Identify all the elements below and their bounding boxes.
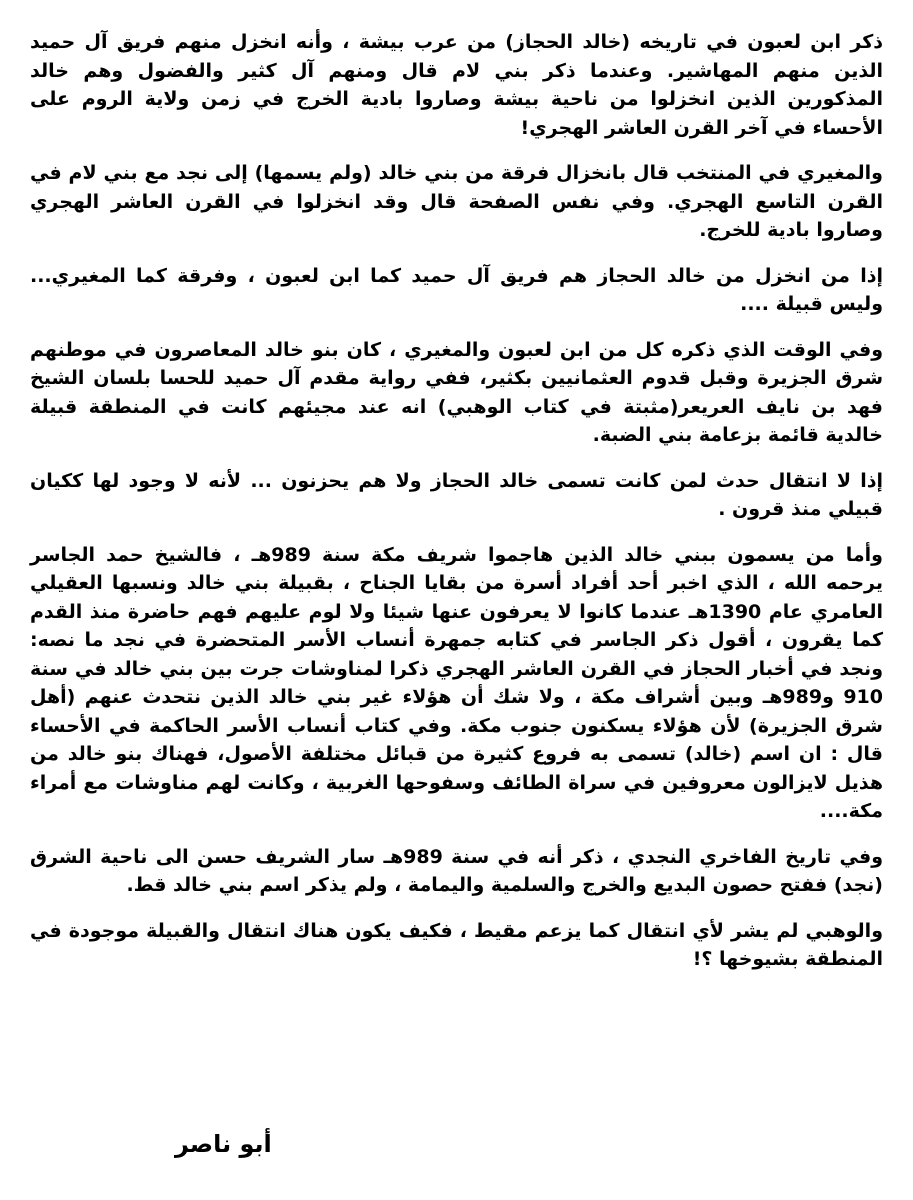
paragraph-wahbi: والوهبي لم يشر لأي انتقال كما يزعم مقيط ، فكيف يكون هناك انتقال والقبيلة موجودة في المنطقة بشيوخها ؟! (30, 919, 883, 970)
paragraph-contemporary-bani-khalid: وفي الوقت الذي ذكره كل من ابن لعبون والمغيري ، كان بنو خالد المعاصرون في موطنهم شرق الجزيرة وقبل قدوم العثمانيين بكثير، ففي رواية مقدم آل حميد للحسا بلسان الشيخ فهد بن نايف العريعر(مثبتة في كتاب الوهبي) انه عند مجيئهم كانت في المنطقة قبيلة خالدية قائمة بزعامة بني الضبة. (30, 338, 883, 446)
paragraph-al-humaid: إذا من انخزل من خالد الحجاز هم فريق آل حميد كما ابن لعبون ، وفرقة كما المغيري... وليس قبيلة .... (30, 264, 883, 315)
author-signature: أبو ناصر (175, 1130, 272, 1158)
paragraph-mughiri: والمغيري في المنتخب قال بانخزال فرقة من بني خالد (ولم يسمها) إلى نجد مع بني لام في القرن التاسع الهجري. وفي نفس الصفحة قال وقد انخزلوا في القرن العاشر الهجري وصاروا بادية للخرج. (30, 162, 883, 241)
paragraph-no-migration: إذا لا انتقال حدث لمن كانت تسمى خالد الحجاز ولا هم يحزنون ... لأنه لا وجود لها ككيان قبيلي منذ قرون . (30, 469, 883, 520)
paragraph-fakhiri: وفي تاريخ الفاخري النجدي ، ذكر أنه في سنة 989هـ سار الشريف حسن الى ناحية الشرق (نجد) ففتح حصون البديع والخرج والسلمية واليمامة ، ولم يذكر اسم بني خالد قط. (30, 845, 883, 896)
paragraph-al-jasser: وأما من يسمون ببني خالد الذين هاجموا شريف مكة سنة 989هـ ، فالشيخ حمد الجاسر يرحمه الله ، الذي اخبر أحد أفراد أسرة من بقايا الجناح ، بقبيلة بني خالد ونسبها العقيلي العامري عام 1390هـ عندما كانوا لا يعرفون عنها شيئا ولا لوم عليهم فهم حاضرة منذ القدم كما يقرون ، أقول ذكر الجاسر في كتابه جمهرة أنساب الأسر المتحضرة في نجد ما نصه: ونجد في أخبار الحجاز في القرن العاشر الهجري ذكرا لمناوشات جرت بين بني خالد في سنة 910 و989هـ وبين أشراف مكة ، ولا شك أن هؤلاء غير بني خالد الذين نتحدث عنهم (أهل شرق الجزيرة) لأن هؤلاء يسكنون جنوب مكة. وفي كتاب أنساب الأسر الحاكمة في الأحساء قال : ان اسم (خالد) تسمى به فروع كثيرة من قبائل مختلفة الأصول، فهناك بنو خالد من هذيل لايزالون معروفين في سراة الطائف وسفوحها الغربية ، وكانت لهم مناوشات مع أمراء مكة.... (30, 543, 883, 822)
paragraph-ibn-laboun: ذكر ابن لعبون في تاريخه (خالد الحجاز) من عرب بيشة ، وأنه انخزل منهم فريق آل حميد الذين منهم المهاشير. وعندما ذكر بني لام قال ومنهم آل كثير والفضول وهم خالد المذكورين الذين انخزلوا من ناحية بيشة وصاروا بادية الخرج في زمن ولاية الروم على الأحساء في آخر القرن العاشر الهجري! (30, 31, 883, 139)
